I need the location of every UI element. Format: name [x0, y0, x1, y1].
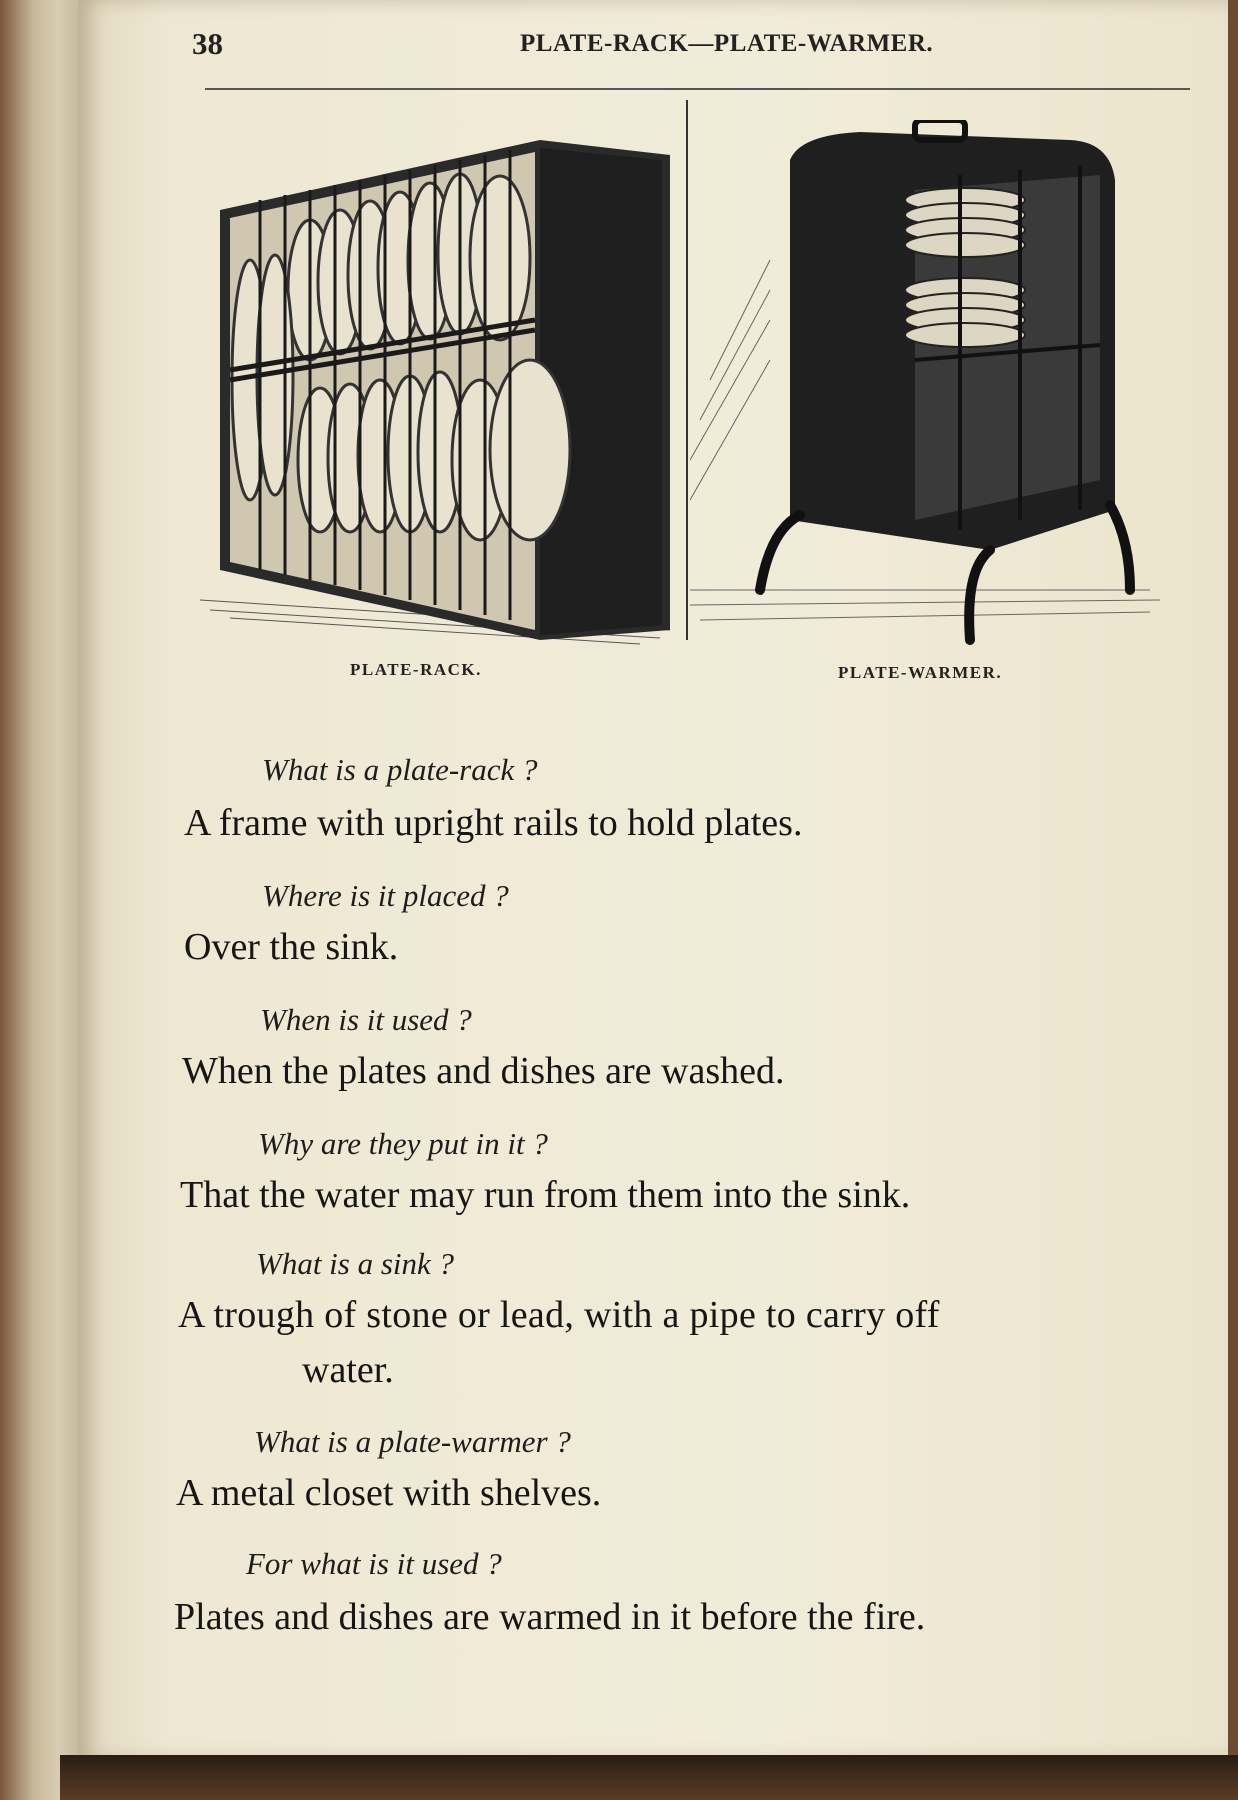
plate-rack-icon: [200, 130, 680, 650]
question-7: For what is it used ?: [246, 1546, 502, 1581]
answer-6: A metal closet with shelves.: [176, 1472, 602, 1514]
question-5: What is a sink ?: [256, 1246, 455, 1281]
answer-1: A frame with upright rails to hold plates.: [184, 802, 803, 844]
answer-5: A trough of stone or lead, with a pipe to carry off: [178, 1294, 940, 1336]
plate-warmer-icon: [690, 120, 1170, 650]
answer-4: That the water may run from them into the sink.: [180, 1174, 911, 1216]
question-6: What is a plate-warmer ?: [254, 1424, 571, 1459]
answer-2: Over the sink.: [184, 926, 399, 968]
running-title: PLATE-RACK—PLATE-WARMER.: [520, 30, 934, 57]
plate-warmer-caption: PLATE-WARMER.: [838, 663, 1003, 682]
answer-7: Plates and dishes are warmed in it before the fire.: [174, 1596, 926, 1638]
plate-rack-illustration: [200, 130, 680, 650]
question-1: What is a plate-rack ?: [262, 752, 538, 787]
plate-warmer-illustration: [690, 120, 1170, 650]
book-bottom-edge: [60, 1755, 1238, 1800]
question-4: Why are they put in it ?: [258, 1126, 548, 1161]
answer-3: When the plates and dishes are washed.: [182, 1050, 785, 1092]
question-2: Where is it placed ?: [262, 878, 509, 913]
figure-divider: [686, 100, 688, 640]
plate-rack-caption: PLATE-RACK.: [350, 660, 482, 679]
page-number: 38: [192, 26, 223, 61]
answer-5-continued: water.: [302, 1349, 394, 1391]
question-3: When is it used ?: [260, 1002, 472, 1037]
header-rule: [205, 88, 1190, 90]
